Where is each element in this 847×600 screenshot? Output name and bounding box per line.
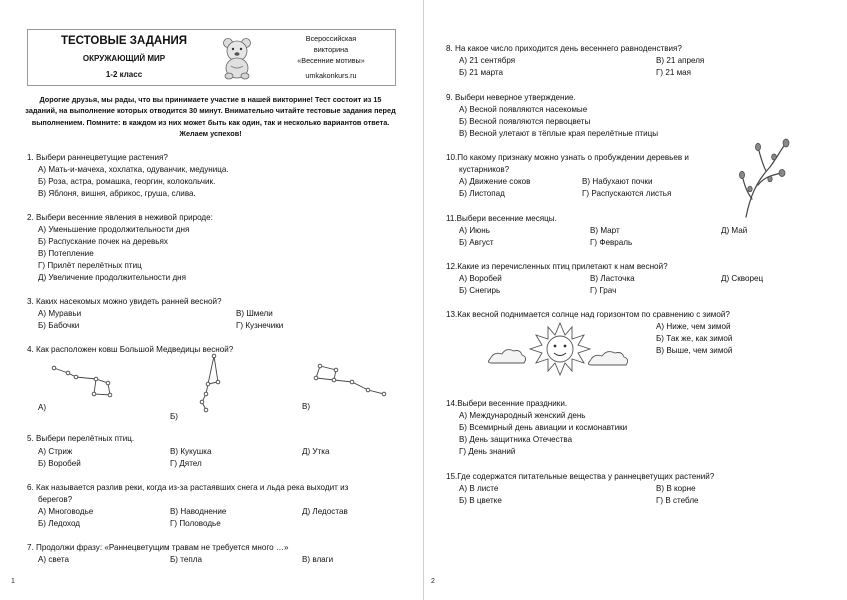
big-dipper-option-c-image [312, 362, 388, 398]
q2-option-d[interactable]: Г) Прилёт перелётных птиц [38, 261, 142, 270]
q2-option-b[interactable]: Б) Распускание почек на деревьях [38, 237, 168, 246]
q5-option-a[interactable]: А) Стриж [38, 447, 73, 456]
q4-option-a[interactable]: А) [38, 403, 47, 412]
page-number-1: 1 [11, 578, 15, 585]
q2-option-c[interactable]: В) Потепление [38, 249, 94, 258]
q9-option-c[interactable]: В) Весной улетают в тёплые края перелётные птицы [459, 129, 659, 138]
q12-option-d[interactable]: Г) Грач [590, 286, 617, 295]
q1-text: 1. Выбери раннецветущие растения? [27, 153, 168, 162]
q3-option-b[interactable]: Б) Бабочки [38, 321, 80, 330]
site-link: umkakonkurs.ru [305, 71, 357, 80]
q14-option-b[interactable]: Б) Всемирный день авиации и космонавтики [459, 423, 628, 432]
q13-option-b[interactable]: Б) Так же, как зимой [656, 334, 733, 343]
q9-text: 9. Выбери неверное утверждение. [446, 93, 576, 102]
q3-text: 3. Каких насекомых можно увидеть ранней весной? [27, 297, 222, 306]
q14-text: 14.Выбери весенние праздники. [446, 399, 568, 408]
q10-option-c[interactable]: В) Набухают почки [582, 177, 653, 186]
q6-option-c[interactable]: В) Наводнение [170, 507, 227, 516]
q2-option-a[interactable]: А) Уменьшение продолжительности дня [38, 225, 190, 234]
q15-option-a[interactable]: А) В листе [459, 484, 499, 493]
q13-option-c[interactable]: В) Выше, чем зимой [656, 346, 733, 355]
q8-option-b[interactable]: Б) 21 марта [459, 68, 504, 77]
intro-text: Дорогие друзья, мы рады, что вы принимаете участие в нашей викторине! Тест состоит из 15 заданий, на выполнение которых отводится 30 минут. Внимательно читайте тестовые задания перед выполнением. Помните: в каждом из них может быть как один, так и несколько вариантов ответа. Желаем успехов! [25, 95, 396, 138]
q11-text: 11.Выбери весенние месяцы. [446, 214, 557, 223]
q10-option-d[interactable]: Г) Распускаются листья [582, 189, 672, 198]
grade-label: 1-2 класс [105, 70, 143, 79]
teddy-bear-icon [219, 36, 255, 80]
big-dipper-option-a-image [50, 364, 120, 399]
q5-option-c[interactable]: В) Кукушка [170, 447, 212, 456]
q14-option-d[interactable]: Г) День знаний [459, 447, 516, 456]
q13-option-a[interactable]: А) Ниже, чем зимой [656, 322, 731, 331]
q14-option-a[interactable]: А) Международный женский день [459, 411, 586, 420]
q11-option-d[interactable]: Г) Февраль [590, 238, 633, 247]
contest-line2: викторина [313, 45, 349, 54]
test-title: ТЕСТОВЫЕ ЗАДАНИЯ [60, 35, 188, 47]
q12-option-a[interactable]: А) Воробей [459, 274, 502, 283]
q9-option-b[interactable]: Б) Весной появляются первоцветы [459, 117, 591, 126]
q4-text: 4. Как расположен ковш Большой Медведицы весной? [27, 345, 234, 354]
q15-option-d[interactable]: Г) В стебле [656, 496, 699, 505]
q6-option-e[interactable]: Д) Ледостав [302, 507, 348, 516]
q1-option-b[interactable]: Б) Роза, астра, ромашка, георгин, колокольчик. [38, 177, 216, 186]
q5-option-b[interactable]: Б) Воробей [38, 459, 81, 468]
q6-option-a[interactable]: А) Многоводье [38, 507, 94, 516]
q14-option-c[interactable]: В) День защитника Отечества [459, 435, 573, 444]
q3-option-a[interactable]: А) Муравьи [38, 309, 82, 318]
q15-text: 15.Где содержатся питательные вещества у раннецветущих растений? [446, 472, 715, 481]
q1-option-c[interactable]: В) Яблоня, вишня, абрикос, груша, слива. [38, 189, 196, 198]
page-2 [424, 0, 847, 600]
q10-text-cont: кустарников? [459, 165, 510, 174]
q11-option-b[interactable]: Б) Август [459, 238, 494, 247]
q8-text: 8. На какое число приходится день весеннего равноденствия? [446, 44, 682, 53]
q2-text: 2. Выбери весенние явления в неживой природе: [27, 213, 213, 222]
budding-branch-image [736, 137, 792, 219]
q6-text: 6. Как называется разлив реки, когда из-за растаявших снега и льда река выходит из [27, 483, 349, 492]
q15-option-c[interactable]: В) В корне [656, 484, 696, 493]
q7-option-b[interactable]: Б) тепла [170, 555, 202, 564]
q11-option-a[interactable]: А) Июнь [459, 226, 490, 235]
q5-option-d[interactable]: Г) Дятел [170, 459, 202, 468]
page-number-2: 2 [431, 578, 435, 585]
q2-option-e[interactable]: Д) Увеличение продолжительности дня [38, 273, 187, 282]
q3-option-d[interactable]: Г) Кузнечики [236, 321, 284, 330]
q5-text: 5. Выбери перелётных птиц. [27, 434, 135, 443]
q8-option-c[interactable]: В) 21 апреля [656, 56, 705, 65]
q10-option-b[interactable]: Б) Листопад [459, 189, 505, 198]
page-1 [0, 0, 423, 600]
q7-option-a[interactable]: А) света [38, 555, 69, 564]
q11-option-c[interactable]: В) Март [590, 226, 620, 235]
q4-option-b[interactable]: Б) [170, 412, 179, 421]
header-box [27, 29, 396, 86]
q8-option-a[interactable]: А) 21 сентября [459, 56, 516, 65]
q11-option-e[interactable]: Д) Май [721, 226, 748, 235]
q1-option-a[interactable]: А) Мать-и-мачеха, хохлатка, одуванчик, медуница. [38, 165, 229, 174]
q12-option-c[interactable]: В) Ласточка [590, 274, 635, 283]
subject-title: ОКРУЖАЮЩИЙ МИР [82, 54, 166, 63]
q12-option-b[interactable]: Б) Снегирь [459, 286, 501, 295]
contest-line1: Всероссийская [305, 34, 357, 43]
q9-option-a[interactable]: А) Весной появляются насекомые [459, 105, 588, 114]
big-dipper-option-b-image [194, 352, 234, 414]
q6-option-d[interactable]: Г) Половодье [170, 519, 221, 528]
q12-text: 12.Какие из перечисленных птиц прилетают к нам весной? [446, 262, 668, 271]
q13-text: 13.Как весной поднимается солнце над горизонтом по сравнению с зимой? [446, 310, 730, 319]
q5-option-e[interactable]: Д) Утка [302, 447, 330, 456]
contest-line3: «Весенние мотивы» [297, 56, 365, 65]
q10-text: 10.По какому признаку можно узнать о пробуждении деревьев и [446, 153, 689, 162]
sun-clouds-image [486, 321, 636, 381]
q12-option-e[interactable]: Д) Скворец [721, 274, 764, 283]
q8-option-d[interactable]: Г) 21 мая [656, 68, 692, 77]
q7-option-c[interactable]: В) влаги [302, 555, 334, 564]
q15-option-b[interactable]: Б) В цветке [459, 496, 502, 505]
q7-text: 7. Продолжи фразу: «Раннецветущим травам не требуется много …» [27, 543, 289, 552]
q3-option-c[interactable]: В) Шмели [236, 309, 273, 318]
q6-text-cont: берегов? [38, 495, 73, 504]
q6-option-b[interactable]: Б) Ледоход [38, 519, 81, 528]
q10-option-a[interactable]: А) Движение соков [459, 177, 531, 186]
q4-option-c[interactable]: В) [302, 402, 311, 411]
